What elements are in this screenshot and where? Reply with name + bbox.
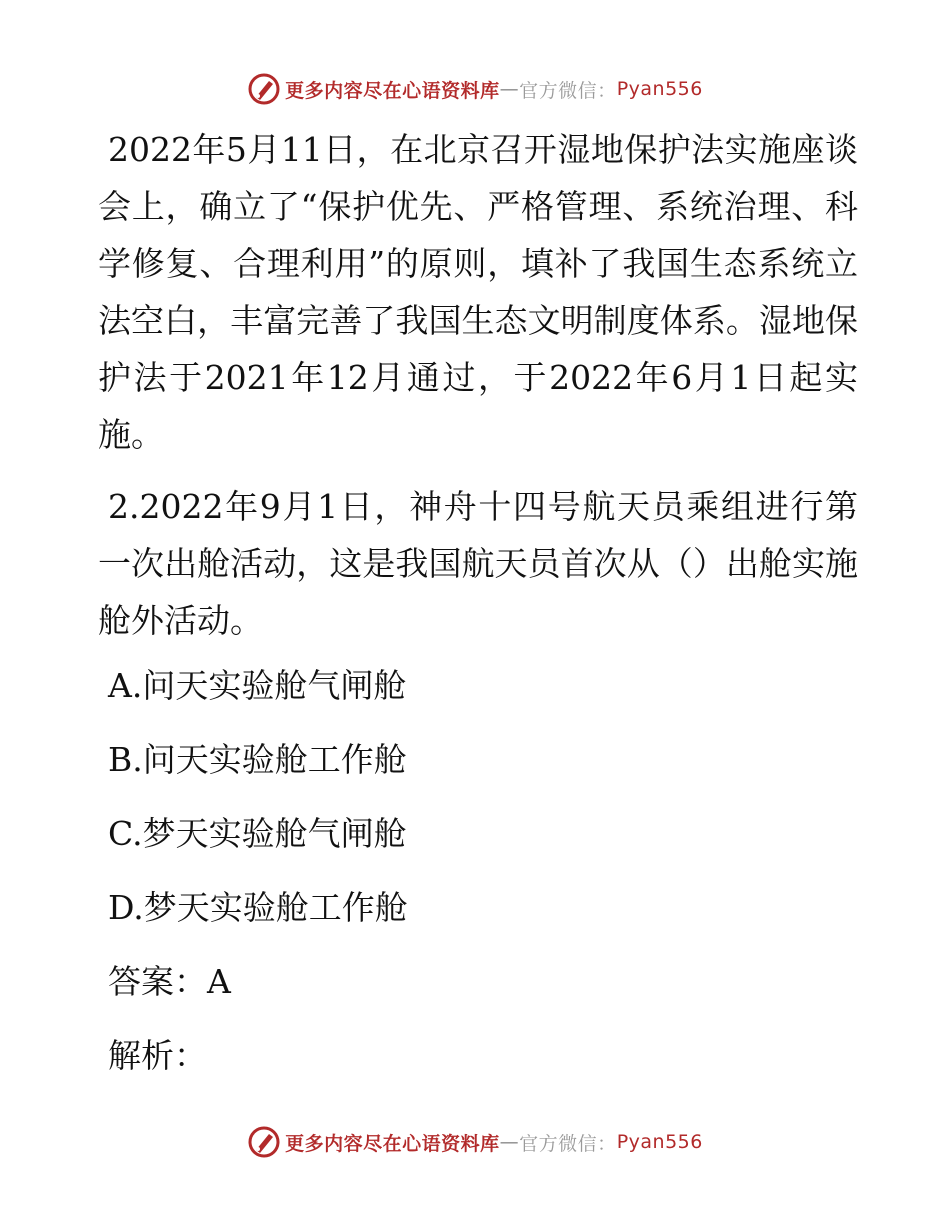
watermark-contact: 官方微信： xyxy=(519,79,617,102)
watermark-contact: 官方微信： xyxy=(519,1132,617,1155)
watermark-title: 更多内容尽在心语资料库 xyxy=(285,1132,500,1155)
option-d: D.梦天实验舱工作舱 xyxy=(108,888,408,927)
watermark-dash: — xyxy=(499,1131,520,1153)
option-b: B.问天实验舱工作舱 xyxy=(108,740,407,779)
question-paragraph: 2.2022年9月1日，神舟十四号航天员乘组进行第一次出舱活动，这是我国航天员首次从（）出舱实施舱外活动。 xyxy=(98,487,858,640)
pen-logo-icon xyxy=(247,72,281,106)
watermark-title: 更多内容尽在心语资料库 xyxy=(285,79,500,102)
answer-line: 答案：A xyxy=(108,962,231,1001)
watermark-wechat-id: Pyan556 xyxy=(616,78,703,100)
intro-paragraph: 2022年5月11日，在北京召开湿地保护法实施座谈会上，确立了“保护优先、严格管理、系统治理、科学修复、合理利用”的原则，填补了我国生态系统立法空白，丰富完善了我国生态文明制度体系。湿地保护法于2021年12月通过，于2022年6月1日起实施。 xyxy=(98,130,858,454)
watermark-wechat-id: Pyan556 xyxy=(616,1131,703,1153)
footer-watermark xyxy=(0,1125,950,1159)
document-body xyxy=(98,121,858,1093)
option-c: C.梦天实验舱气闸舱 xyxy=(108,814,407,853)
watermark-dash: — xyxy=(499,78,520,100)
option-a: A.问天实验舱气闸舱 xyxy=(108,666,407,705)
analysis-label: 解析： xyxy=(108,1036,207,1075)
header-watermark xyxy=(0,72,950,106)
pen-logo-icon xyxy=(247,1125,281,1159)
